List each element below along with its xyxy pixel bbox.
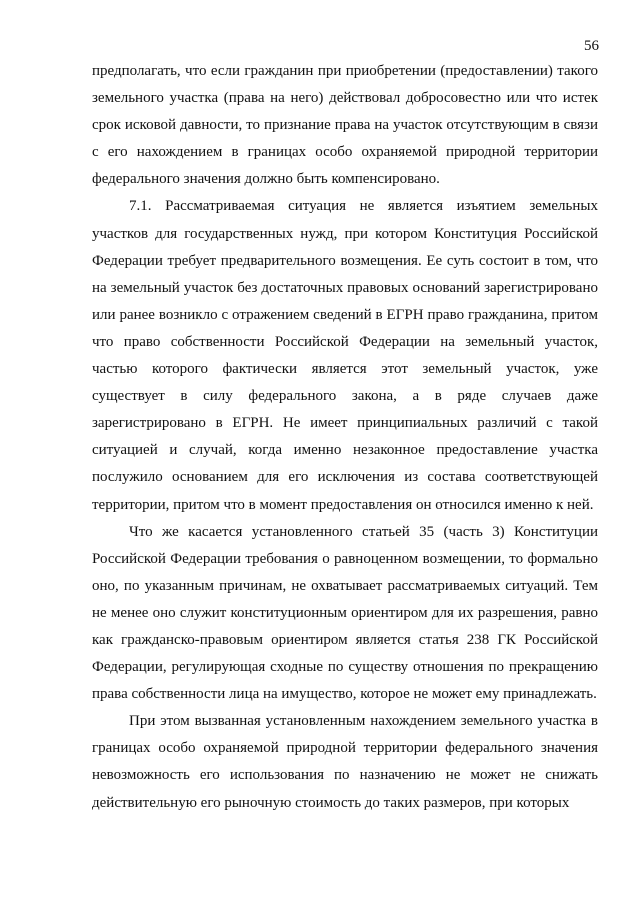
paragraph-section-7-1: 7.1. Рассматриваемая ситуация не является изъятием земельных участков для государственных нужд, при котором Конституция Российской Федерации требует предварительного возмещения. Ее суть состоит в том, что на земельный участок без достаточных правовых оснований зарегистрировано или ранее возникло с отражением сведений в ЕГРН право гражданина, притом что право собственности Российской Федерации на земельный участок, частью которого фактически является этот земельный участок, уже существует в силу федерального закона, а в ряде случаев даже зарегистрировано в ЕГРН. Не имеет принципиальных различий с такой ситуацией и случай, когда именно незаконное предоставление участка послужило основанием для его исключения из состава соответствующей территории, притом что в момент предоставления он относился именно к ней. xyxy=(92,198,598,513)
paragraph-market-value: При этом вызванная установленным нахождением земельного участка в границах особо охраняемой природной территории федерального значения невозможность его использования по назначению не может не снижать действительную его рыночную стоимость до таких размеров, при которых xyxy=(92,713,598,811)
paragraph-article-35: Что же касается установленного статьей 35 (часть 3) Конституции Российской Федерации требования о равноценном возмещении, то формально оно, по указанным причинам, не охватывает рассматриваемых ситуаций. Тем не менее оно служит конституционным ориентиром для их разрешения, равно как гражданско-правовым ориентиром является статья 238 ГК Российской Федерации, регулирующая сходные по существу отношения по прекращению права собственности лица на имущество, которое не может ему принадлежать. xyxy=(92,523,598,703)
page-number: 56 xyxy=(584,38,599,54)
paragraph-continuation: предполагать, что если гражданин при приобретении (предоставлении) такого земельного участка (права на него) действовал добросовестно или что истек срок исковой давности, то признание права на участок отсутствующим в связи с его нахождением в границах особо охраняемой природной территории федерального значения должно быть компенсировано. xyxy=(92,63,598,188)
document-body xyxy=(92,58,598,817)
